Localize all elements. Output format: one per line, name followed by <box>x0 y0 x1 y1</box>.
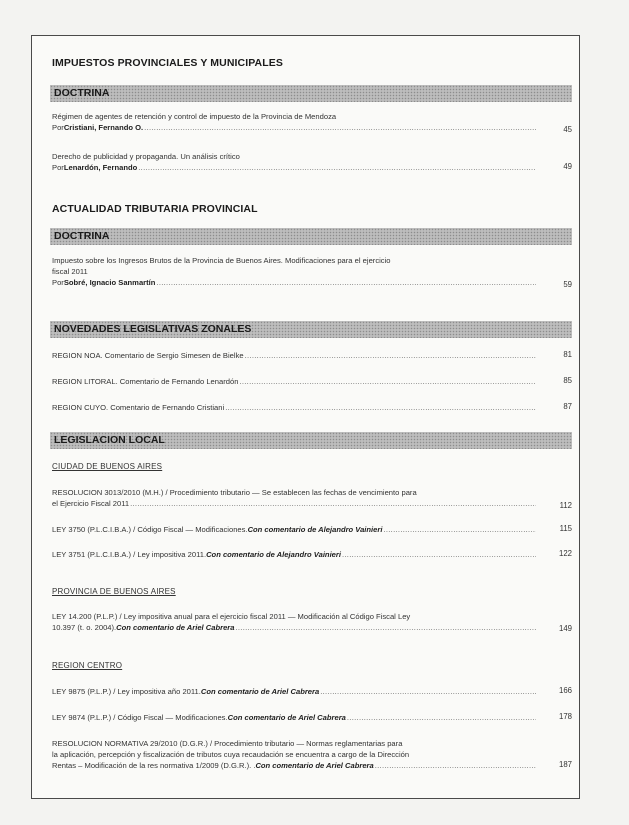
entry-title: RESOLUCION NORMATIVA 29/2010 (D.G.R.) / Procedimiento tributario — Normas reglamentarias para <box>52 739 403 748</box>
page-number: 81 <box>563 350 572 359</box>
por-label: Por <box>52 123 64 132</box>
band-doctrina-2 <box>50 228 572 245</box>
leader-dots <box>144 122 536 133</box>
leader-dots <box>130 498 536 509</box>
entry-title: REGION LITORAL. Comentario de Fernando Lenardón <box>52 377 239 386</box>
band-label: DOCTRINA <box>54 87 110 99</box>
entry-title: LEY 14.200 (P.L.P.) / Ley impositiva anual para el ejercicio fiscal 2011 — Modificación al Código Fiscal Ley <box>52 612 411 621</box>
entry-comment: Con comentario de Ariel Cabrera <box>227 713 346 722</box>
leader-dots <box>235 622 536 633</box>
page-number: 149 <box>558 624 572 633</box>
entry-comment: Con comentario de Ariel Cabrera <box>200 687 320 696</box>
entry-title: LEY 9875 (P.L.P.) / Ley impositiva año 2011. <box>52 687 201 696</box>
leader-dots <box>239 376 536 387</box>
band-doctrina-1 <box>50 85 572 102</box>
leader-dots <box>342 549 536 560</box>
band-label: DOCTRINA <box>54 230 110 242</box>
por-label: Por <box>52 163 64 172</box>
entry-title-cont: Rentas – Modificación de la res normativa 1/2009 (D.G.R.). . <box>52 761 256 770</box>
leader-dots <box>375 760 536 771</box>
toc-entry[interactable] <box>52 151 536 173</box>
toc-entry[interactable] <box>52 524 536 535</box>
band-legislacion <box>50 432 572 449</box>
section-title-actualidad: ACTUALIDAD TRIBUTARIA PROVINCIAL <box>52 203 258 215</box>
region-heading-centro: REGION CENTRO <box>52 661 123 670</box>
entry-title-cont: fiscal 2011 <box>52 267 88 276</box>
toc-entry[interactable] <box>52 549 536 560</box>
page-number: 49 <box>563 162 572 171</box>
entry-title-cont: 10.397 (t. o. 2004). <box>52 623 117 632</box>
entry-comment: Con comentario de Ariel Cabrera <box>255 761 374 770</box>
page-number: 178 <box>558 712 572 721</box>
entry-title-cont: la aplicación, percepción y fiscalización de tributos cuya recaudación se encuentra a cargo de la Dirección <box>52 750 410 759</box>
toc-entry[interactable] <box>52 611 536 633</box>
leader-dots <box>245 350 536 361</box>
leader-dots <box>347 712 536 723</box>
page-number: 59 <box>563 280 572 289</box>
band-label: NOVEDADES LEGISLATIVAS ZONALES <box>54 323 252 335</box>
entry-comment: Con comentario de Alejandro Vainieri <box>247 525 383 534</box>
page-number: 122 <box>558 549 572 558</box>
toc-entry[interactable] <box>52 350 536 361</box>
entry-author: Cristiani, Fernando O. <box>63 123 144 132</box>
toc-entry[interactable] <box>52 376 536 387</box>
section-title-impuestos: IMPUESTOS PROVINCIALES Y MUNICIPALES <box>52 57 283 69</box>
toc-entry[interactable] <box>52 712 536 723</box>
page-number: 85 <box>563 376 572 385</box>
leader-dots <box>383 524 536 535</box>
band-novedades <box>50 321 572 338</box>
entry-title: Derecho de publicidad y propaganda. Un análisis crítico <box>52 152 240 161</box>
band-label: LEGISLACION LOCAL <box>54 434 165 446</box>
leader-dots <box>225 402 536 413</box>
entry-title: LEY 3751 (P.L.C.I.B.A.) / Ley impositiva 2011. <box>52 550 207 559</box>
entry-title: REGION CUYO. Comentario de Fernando Cristiani <box>52 403 225 412</box>
entry-title: RESOLUCION 3013/2010 (M.H.) / Procedimiento tributario — Se establecen las fechas de vencimiento para <box>52 488 417 497</box>
toc-entry[interactable] <box>52 402 536 413</box>
entry-comment: Con comentario de Ariel Cabrera <box>116 623 235 632</box>
page-number: 112 <box>559 501 572 510</box>
region-heading-caba: CIUDAD DE BUENOS AIRES <box>52 462 163 471</box>
entry-title-cont: el Ejercicio Fiscal 2011 <box>52 499 130 508</box>
entry-title: LEY 3750 (P.L.C.I.B.A.) / Código Fiscal — Modificaciones. <box>52 525 248 534</box>
region-heading-pba: PROVINCIA DE BUENOS AIRES <box>52 587 176 596</box>
entry-title: REGION NOA. Comentario de Sergio Simesen de Bielke <box>52 351 244 360</box>
page-number: 45 <box>563 125 572 134</box>
entry-title: LEY 9874 (P.L.P.) / Código Fiscal — Modificaciones. <box>52 713 228 722</box>
page-number: 115 <box>559 524 572 533</box>
toc-entry[interactable] <box>52 686 536 697</box>
page-number: 166 <box>558 686 572 695</box>
toc-entry[interactable] <box>52 111 536 133</box>
entry-author: Lenardón, Fernando <box>63 163 138 172</box>
page-number: 187 <box>558 760 572 769</box>
page-frame <box>31 35 580 799</box>
entry-title: Impuesto sobre los Ingresos Brutos de la Provincia de Buenos Aires. Modificaciones para el ejercicio <box>52 256 391 265</box>
page-number: 87 <box>563 402 572 411</box>
leader-dots <box>156 277 536 288</box>
entry-comment: Con comentario de Alejandro Vainieri <box>206 550 341 559</box>
toc-entry[interactable] <box>52 255 536 288</box>
toc-entry[interactable] <box>52 738 536 771</box>
entry-author: Sobré, Ignacio Sanmartín <box>63 278 156 287</box>
leader-dots <box>320 686 536 697</box>
toc-entry[interactable] <box>52 487 536 509</box>
por-label: Por <box>52 278 64 287</box>
leader-dots <box>138 162 536 173</box>
entry-title: Régimen de agentes de retención y control de impuesto de la Provincia de Mendoza <box>52 112 337 121</box>
